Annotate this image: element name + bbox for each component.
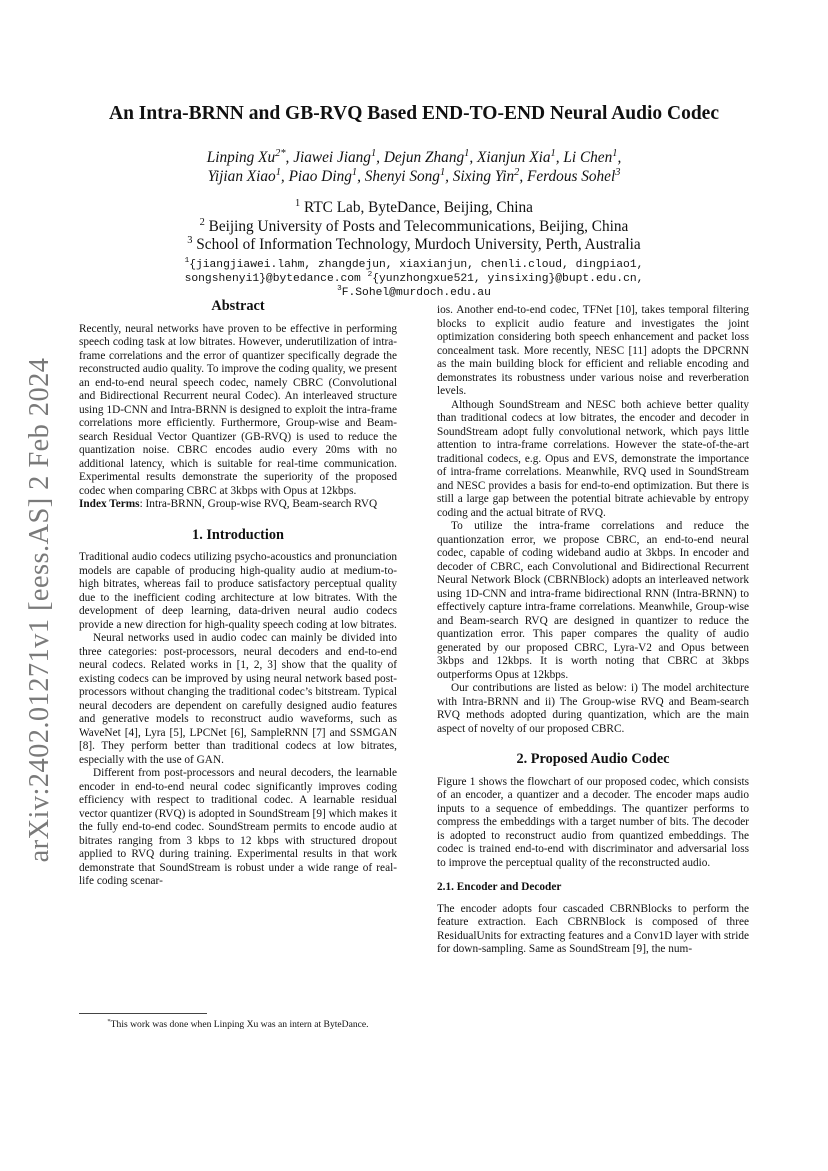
proposed-paragraph: Figure 1 shows the flowchart of our proposed codec, which consists of an encoder, a quantizer and a decoder. The encoder maps audio inputs to a sequence of embeddings. The quantizer performs to compress the embeddings with a target number of bits. The decoder is adopted to reconstruct audio from quantized embeddings. The codec is trained end-to-end with discriminator and adversarial loss to improve the perceptual quality of the reconstructed audio. [437,775,749,869]
author-list [0,148,828,186]
author-affiliation-mark: 2 [514,166,520,178]
affiliation-mark: 2 [199,216,205,228]
email-line-2: songshenyi1}@bytedance.com $^2${yunzhongxue521, yinsixing}@bupt.edu.cn, [184,271,644,285]
author-name: Shenyi Song [364,168,440,185]
intro-paragraph: Different from post-processors and neural decoders, the learnable encoder in end-to-end neural codec significantly improves coding efficiency with respect to traditional codec. A learnable residual vector quantizer (RVQ) is adopted in SoundStream [9] which makes it the fully end-to-end codec. SoundStream permits to encode audio at bitrates ranging from 3 kbps to 12 kbps with structured dropout applied to RVQ during training. Experimental results in that work demonstrate that SoundStream is robust under a wide range of real-life coding scenar- [79,767,397,887]
affiliation-text: School of Information Technology, Murdoch University, Perth, Australia [192,236,641,253]
intro-paragraph: ios. Another end-to-end codec, TFNet [10], takes temporal filtering blocks to explicit audio feature and investigates the joint optimization considering both speech enhancement and packet loss concealment task. More recently, NESC [11] adopts the DPCRNN as the main building block for efficient and reliable encoding and demonstrates its robustness under various noise and reverberation levels. [437,304,749,397]
affiliation-text: RTC Lab, ByteDance, Beijing, China [300,199,533,216]
author-line-2 [0,167,828,186]
author-affiliation-mark: 1 [351,166,358,178]
footnote: *This work was done when Linping Xu was an intern at ByteDance. [107,1017,369,1030]
author-emails [0,258,828,300]
author-separator: , [285,149,294,166]
affiliations [0,199,828,255]
encoder-decoder-subheading: 2.1. Encoder and Decoder [437,881,562,893]
intro-paragraph: To utilize the intra-frame correlations and reduce the quantionzation error, we propose CBRC, an end-to-end neural codec, capable of coding wideband audio at 3kbps. In encoder and decoder of CBRC, each Convolutional and Bidirectional Recurrent Neural Network Block (CBRNBlock) adopts an interleaved network using 1D-CNN and intra-frame bidirectional RNN (Intra-BRNN) to effectively capture intra-frame correlations. Meanwhile, Group-wise and Beam-search RVQ are designed in quantizer to reduce the quantization error. This paper compares the quality of audio generated by our proposed CBRC, Lyra-V2 and Opus between 3kbps and 12kbps. It is worth noting that CBRC at 3kbps outperforms Opus at 12kbps. [437,520,749,681]
author-separator: , [617,149,622,166]
author-name: Linping Xu [206,149,276,166]
author-separator: , [445,168,453,185]
proposed-codec-heading: 2. Proposed Audio Codec [516,751,670,767]
author-affiliation-mark: 3 [615,166,621,178]
introduction-heading: 1. Introduction [192,526,284,543]
author-name: Jiawei Jiang [293,149,371,166]
affiliation-mark: 1 [295,197,301,209]
author-separator: , [357,168,365,185]
author-name: Piao Ding [288,168,352,185]
email-line-3: $^3$F.Sohel@murdoch.edu.au [337,285,491,299]
author-name: Li Chen [563,149,613,166]
author-affiliation-mark: 1 [275,166,281,178]
affiliation-text: Beijing University of Posts and Telecommunications, Beijing, China [204,217,629,235]
left-column [79,300,397,889]
author-affiliation-mark: 1 [464,147,470,159]
affiliation-line [0,218,828,237]
index-terms-label: Index Terms [79,498,140,510]
arxiv-sidebar [18,357,62,863]
footnote-rule [79,1013,207,1014]
email-line-1: $^1${jiangjiawei.lahm, zhangdejun, xiaxianjun, chenli.cloud, dingpiao1, [184,257,644,271]
arxiv-identifier: arXiv:2402.01271v1 [eess.AS] 2 Feb 2024 [24,357,55,863]
author-separator: , [519,168,527,185]
author-name: Sixing Yin [452,168,515,185]
intro-paragraph: Although SoundStream and NESC both achieve better quality than traditional codecs at low bitrates, the encoder and decoder in SoundStream adopt fully convolutional network, which pays little attention to intra-frame correlations. However the state-of-the-art traditional codecs, e.g. Opus and EVS, demonstrate the importance of intra-frame correlations. Meanwhile, RVQ used in SoundStream and NESC provides a basis for end-to-end optimization. But there is still a large gap between the potential bitrate achievable by entropy coding and the actual bitrate of RVQ. [437,398,749,519]
author-name: Dejun Zhang [383,149,465,166]
abstract-text: Recently, neural networks have proven to be effective in performing speech coding task at low bitrates. However, underutilization of intra-frame correlations and the error of quantizer specifically degrade the reconstructed audio quality. To improve the coding quality, we present an end-to-end neural speech codec, namely CBRC (Convolutional and Bidirectional Recurrent neural Codec). An interleaved structure using 1D-CNN and Intra-BRNN is designed to exploit the intra-frame correlations more efficiently. Furthermore, Group-wise and Beam-search Residual Vector Quantizer (GB-RVQ) is used to reduce the quantization noise. CBRC encodes audio every 20ms with no additional latency, which is suitable for real-time communication. Experimental results demonstrate the superiority of the proposed codec when comparing CBRC at 3kbps with Opus at 12kbps. [79,322,397,497]
index-terms-text: : Intra-BRNN, Group-wise RVQ, Beam-search RVQ [139,498,378,510]
affiliation-mark: 3 [187,234,193,246]
author-name: Ferdous Sohel [527,168,616,185]
right-column [437,304,749,957]
affiliation-line [0,236,828,255]
proposed-paragraph: The encoder adopts four cascaded CBRNBlocks to perform the feature extraction. Each CBRNBlock is composed of three ResidualUnits for extracting features and a Conv1D layer with stride for down-sampling. Same as SoundStream [9], the num- [437,902,749,955]
author-separator: , [469,149,477,166]
author-name: Yijian Xiao [207,168,276,185]
author-affiliation-mark: 1 [550,147,556,159]
intro-paragraph: Traditional audio codecs utilizing psycho-acoustics and pronunciation models are capable of producing high-quality audio at medium-to-high bitrates, whereas fail to produce satisfactory perceptual quality due to the inefficient coding architecture at low bitrates. With the development of deep learning, data-driven neural audio codecs provide a new direction for high-quality speech coding at low bitrates. [79,551,397,631]
author-affiliation-mark: 1 [370,147,377,159]
paper-title: An Intra-BRNN and GB-RVQ Based END-TO-END Neural Audio Codec [108,103,719,124]
affiliation-line [0,199,828,218]
author-affiliation-mark: 2* [275,147,286,159]
author-affiliation-mark: 1 [439,166,446,178]
author-line-1 [0,148,828,167]
author-separator: , [376,149,384,166]
author-separator: , [555,149,564,166]
author-separator: , [280,168,289,185]
abstract-heading: Abstract [211,298,265,314]
intro-paragraph: Neural networks used in audio codec can mainly be divided into three categories: post-processors, neural decoders and end-to-end neural codecs. Related works in [1, 2, 3] show that the quality of existing codecs can be improved by using neural network based post-processors without changing the traditional codec’s bitstream. Typical neural decoders are dependent on carefully designed audio features and generative models to reconstruct audio waveforms, such as WaveNet [4], Lyra [5], LPCNet [6], SampleRNN [7] and SSMGAN [8]. They perform better than traditional codecs at low bitrates, especially with the use of GAN. [79,632,397,766]
author-name: Xianjun Xia [476,149,551,166]
intro-paragraph: Our contributions are listed as below: i) The model architecture with Intra-BRNN and ii) The Group-wise RVQ and Beam-search RVQ methods adopted during quantization, which are the main aspect of novelty of our proposed CBRC. [437,682,749,735]
index-terms [79,498,397,512]
author-affiliation-mark: 1 [612,147,618,159]
